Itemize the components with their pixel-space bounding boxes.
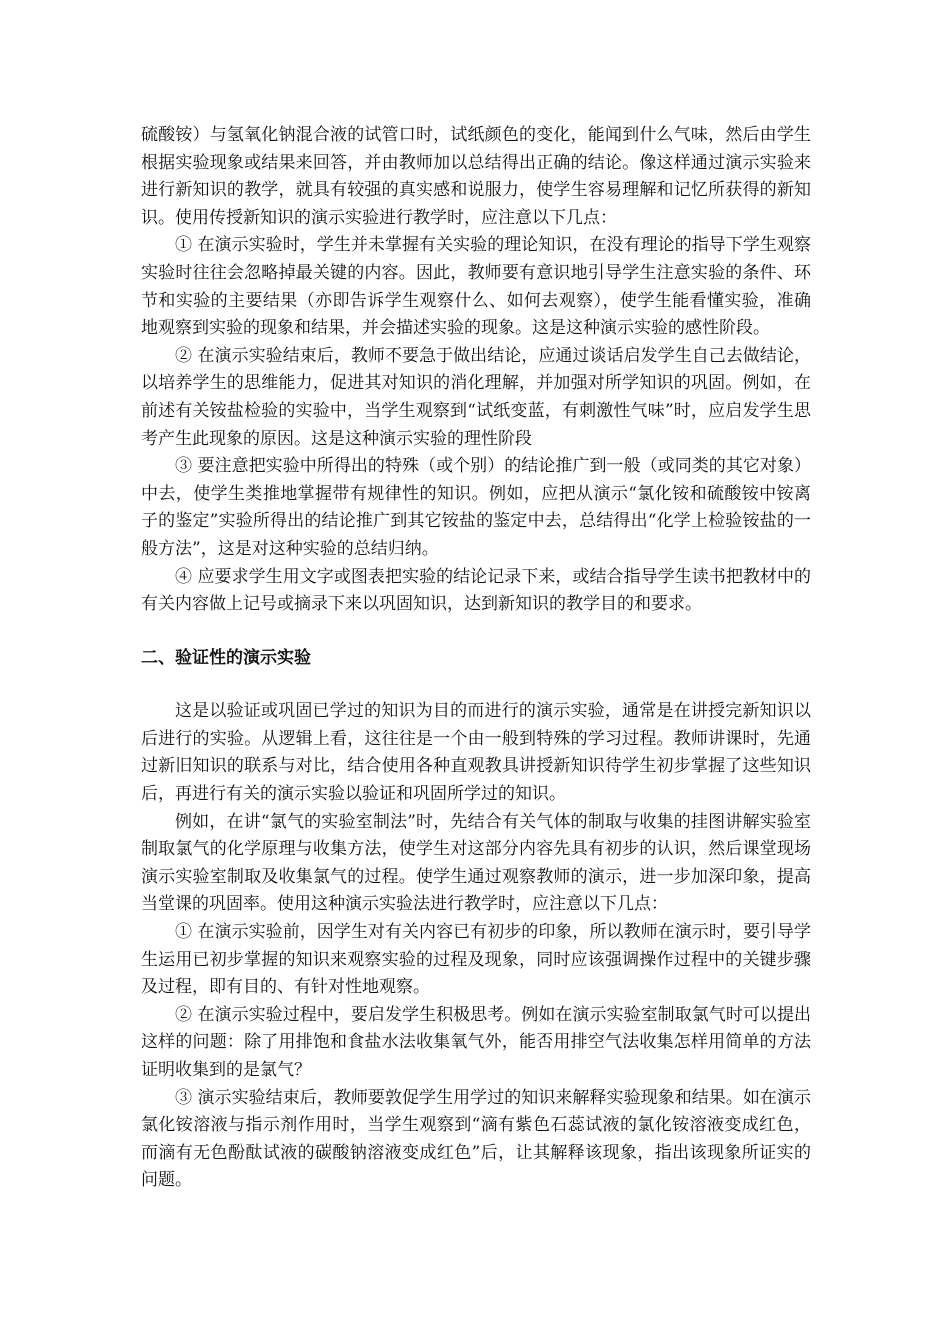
section2-point-1-paragraph: ① 在演示实验前，因学生对有关内容已有初步的印象，所以教师在演示时，要引导学生运用已初步掌握的知识来观察实验的过程及现象，同时应该强调操作过程中的关键步骤及过程，即有目的、有针对性地观察。 xyxy=(141,922,811,998)
section-heading: 二、验证性的演示实验 xyxy=(141,647,311,668)
section2-point-2-paragraph: ② 在演示实验过程中，要启发学生积极思考。例如在演示实验室制取氯气时可以提出这样的问题：除了用排饱和食盐水法收集氧气外，能否用排空气法收集怎样用简单的方法证明收集到的是氯气？ xyxy=(141,1004,811,1080)
section2-point-3-paragraph: ③ 演示实验结束后，教师要敦促学生用学过的知识来解释实验现象和结果。如在演示氯化铵溶液与指示剂作用时，当学生观察到“滴有紫色石蕊试液的氯化铵溶液变成红色，而滴有无色酚酞试液的碳酸钠溶液变成红色”后，让其解释该现象，指出该现象所证实的问题。 xyxy=(141,1087,811,1191)
paragraph-continuation: 硫酸铵）与氢氧化钠混合液的试管口时，试纸颜色的变化，能闻到什么气味，然后由学生根据实验现象或结果来回答，并由教师加以总结得出正确的结论。像这样通过演示实验来进行新知识的教学，就具有较强的真实感和说服力，使学生容易理解和记忆所获得的新知识。使用传授新知识的演示实验进行教学时，应注意以下几点： xyxy=(141,125,811,228)
section2-intro-paragraph: 这是以验证或巩固已学过的知识为目的而进行的演示实验，通常是在讲授完新知识以后进行的实验。从逻辑上看，这往往是一个由一般到特殊的学习过程。教师讲课时，先通过新旧知识的联系与对比，结合使用各种直观教具讲授新知识待学生初步掌握了这些知识后，再进行有关的演示实验以验证和巩固所学过的知识。 xyxy=(141,701,811,805)
point-2-paragraph: ② 在演示实验结束后，教师不要急于做出结论，应通过谈话启发学生自己去做结论，以培养学生的思维能力，促进其对知识的消化理解，并加强对所学知识的巩固。例如，在前述有关铵盐检验的实验中，当学生观察到“试纸变蓝，有刺激性气味”时，应启发学生思考产生此现象的原因。这是这种演示实验的理性阶段 xyxy=(141,345,811,449)
spacer xyxy=(141,672,811,698)
point-3-paragraph: ③ 要注意把实验中所得出的特殊（或个别）的结论推广到一般（或同类的其它对象）中去，使学生类推地掌握带有规律性的知识。例如，应把从演示“氯化铵和硫酸铵中铵离子的鉴定”实验所得出的结论推广到其它铵盐的鉴定中去，总结得出“化学上检验铵盐的一般方法”，这是对这种实验的总结归纳。 xyxy=(141,456,811,559)
point-4-paragraph: ④ 应要求学生用文字或图表把实验的结论记录下来，或结合指导学生读书把教材中的有关内容做上记号或摘录下来以巩固知识，达到新知识的教学目的和要求。 xyxy=(141,566,811,615)
spacer xyxy=(141,619,811,645)
point-1-paragraph: ① 在演示实验时，学生并未掌握有关实验的理论知识，在没有理论的指导下学生观察实验时往往会忽略掉最关键的内容。因此，教师要有意识地引导学生注意实验的条件、环节和实验的主要结果（亦即告诉学生观察什么、如何去观察），使学生能看懂实验，准确地观察到实验的现象和结果，并会描述实验的现象。这是这种演示实验的感性阶段。 xyxy=(141,235,811,339)
document-body xyxy=(141,122,811,1195)
section2-example-paragraph: 例如，在讲“氯气的实验室制法”时，先结合有关气体的制取与收集的挂图讲解实验室制取氯气的化学原理与收集方法，使学生对这部分内容先具有初步的认识，然后课堂现场演示实验室制取及收集氯气的过程。使学生通过观察教师的演示，进一步加深印象，提高当堂课的巩固率。使用这种演示实验法进行教学时，应注意以下几点： xyxy=(141,811,811,915)
